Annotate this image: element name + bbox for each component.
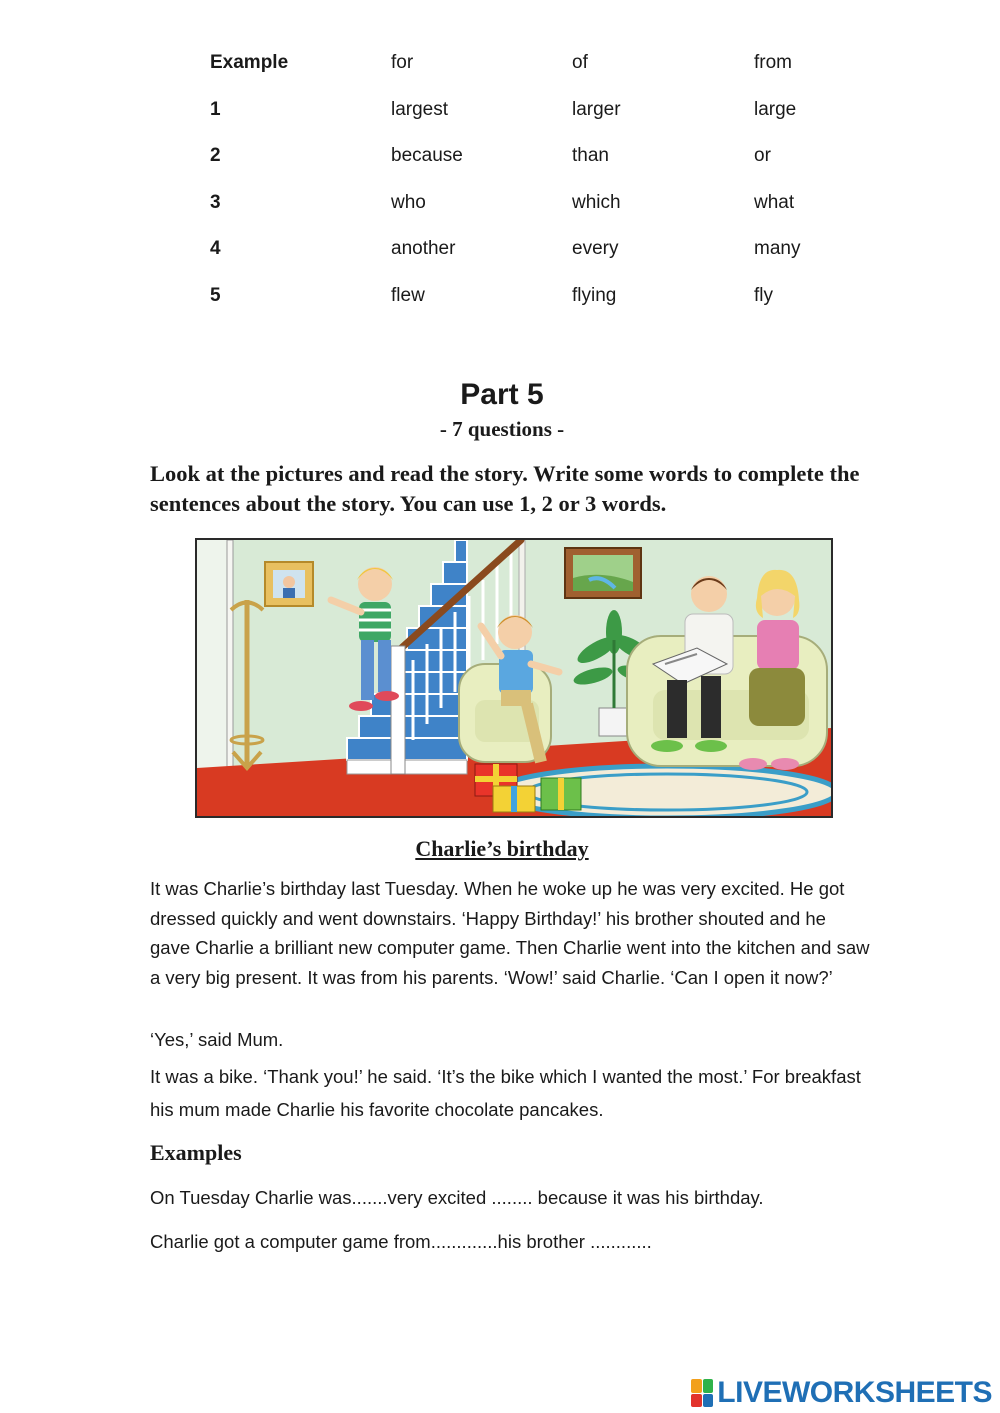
option-a: flew xyxy=(391,284,425,306)
option-b: every xyxy=(572,238,619,260)
choice-row-1 xyxy=(210,97,890,144)
choice-row-4 xyxy=(210,236,890,283)
examples-heading: Examples xyxy=(150,1140,242,1165)
instructions: Look at the pictures and read the story. Write some words to complete the sentences about the story. You can use 1, 2 or 3 words. xyxy=(150,461,860,516)
choice-row-5 xyxy=(210,283,890,330)
part-title: Part 5 xyxy=(460,378,544,411)
option-b: which xyxy=(572,191,621,213)
option-c: many xyxy=(754,238,801,260)
option-a: who xyxy=(391,191,426,213)
choice-row-3 xyxy=(210,190,890,237)
story-paragraph-1: It was Charlie’s birthday last Tuesday. When he woke up he was very excited. He got dressed quickly and went downstairs. ‘Happy Birthday!’ his brother shouted and he gave Charlie a brilliant new computer game. Then Charlie went into the kitchen and saw a very big present. It was from his parents. ‘Wow!’ said Charlie. ‘Can I open it now?’ xyxy=(150,878,870,988)
family-living-room-illustration xyxy=(197,540,831,816)
example-text: Charlie got a computer game from xyxy=(150,1231,431,1252)
option-c: or xyxy=(754,145,771,167)
gap-dots: ............ xyxy=(584,1231,652,1252)
option-c: large xyxy=(754,98,797,120)
liveworksheets-logo-icon xyxy=(691,1379,713,1407)
option-a: largest xyxy=(391,98,449,120)
part-subtitle: - 7 questions - xyxy=(439,417,565,441)
option-c: from xyxy=(754,52,792,73)
brand-text: LIVEWORKSHEETS xyxy=(717,1376,992,1409)
row-label: 1 xyxy=(210,98,221,120)
story-illustration xyxy=(195,538,833,818)
example-text: because it was his birthday. xyxy=(532,1187,764,1208)
story-paragraph-3: It was a bike. ‘Thank you!’ he said. ‘It’s the bike which I wanted the most.’ For breakfast his mum made Charlie his favorite chocolate pancakes. xyxy=(150,1066,861,1120)
row-label: 4 xyxy=(210,238,221,260)
option-a: because xyxy=(391,145,463,167)
option-a: for xyxy=(391,52,414,73)
gap-dots: ........ xyxy=(486,1187,533,1208)
example-sentence-2 xyxy=(150,1231,652,1253)
example-text: On Tuesday Charlie was xyxy=(150,1187,352,1208)
choice-row-example xyxy=(210,50,890,97)
row-label: 5 xyxy=(210,284,221,306)
choice-row-2 xyxy=(210,143,890,190)
option-b: larger xyxy=(572,98,621,120)
row-label: 3 xyxy=(210,191,221,213)
gap-dots: ............. xyxy=(430,1231,498,1252)
example-answer: very excited xyxy=(387,1187,487,1208)
example-sentence-1 xyxy=(150,1187,764,1209)
option-c: what xyxy=(754,191,795,213)
row-label: Example xyxy=(210,52,289,73)
option-a: another xyxy=(391,238,456,260)
option-b: than xyxy=(572,145,609,167)
option-b: flying xyxy=(572,284,617,306)
option-b: of xyxy=(572,52,588,73)
word-choices-table xyxy=(210,50,890,330)
story-paragraph-2: ‘Yes,’ said Mum. xyxy=(150,1029,284,1050)
gap-dots: ....... xyxy=(351,1187,388,1208)
story-title: Charlie’s birthday xyxy=(415,836,589,861)
liveworksheets-logo xyxy=(691,1377,992,1409)
option-c: fly xyxy=(754,284,773,306)
example-answer: his brother xyxy=(497,1231,585,1252)
row-label: 2 xyxy=(210,145,221,167)
